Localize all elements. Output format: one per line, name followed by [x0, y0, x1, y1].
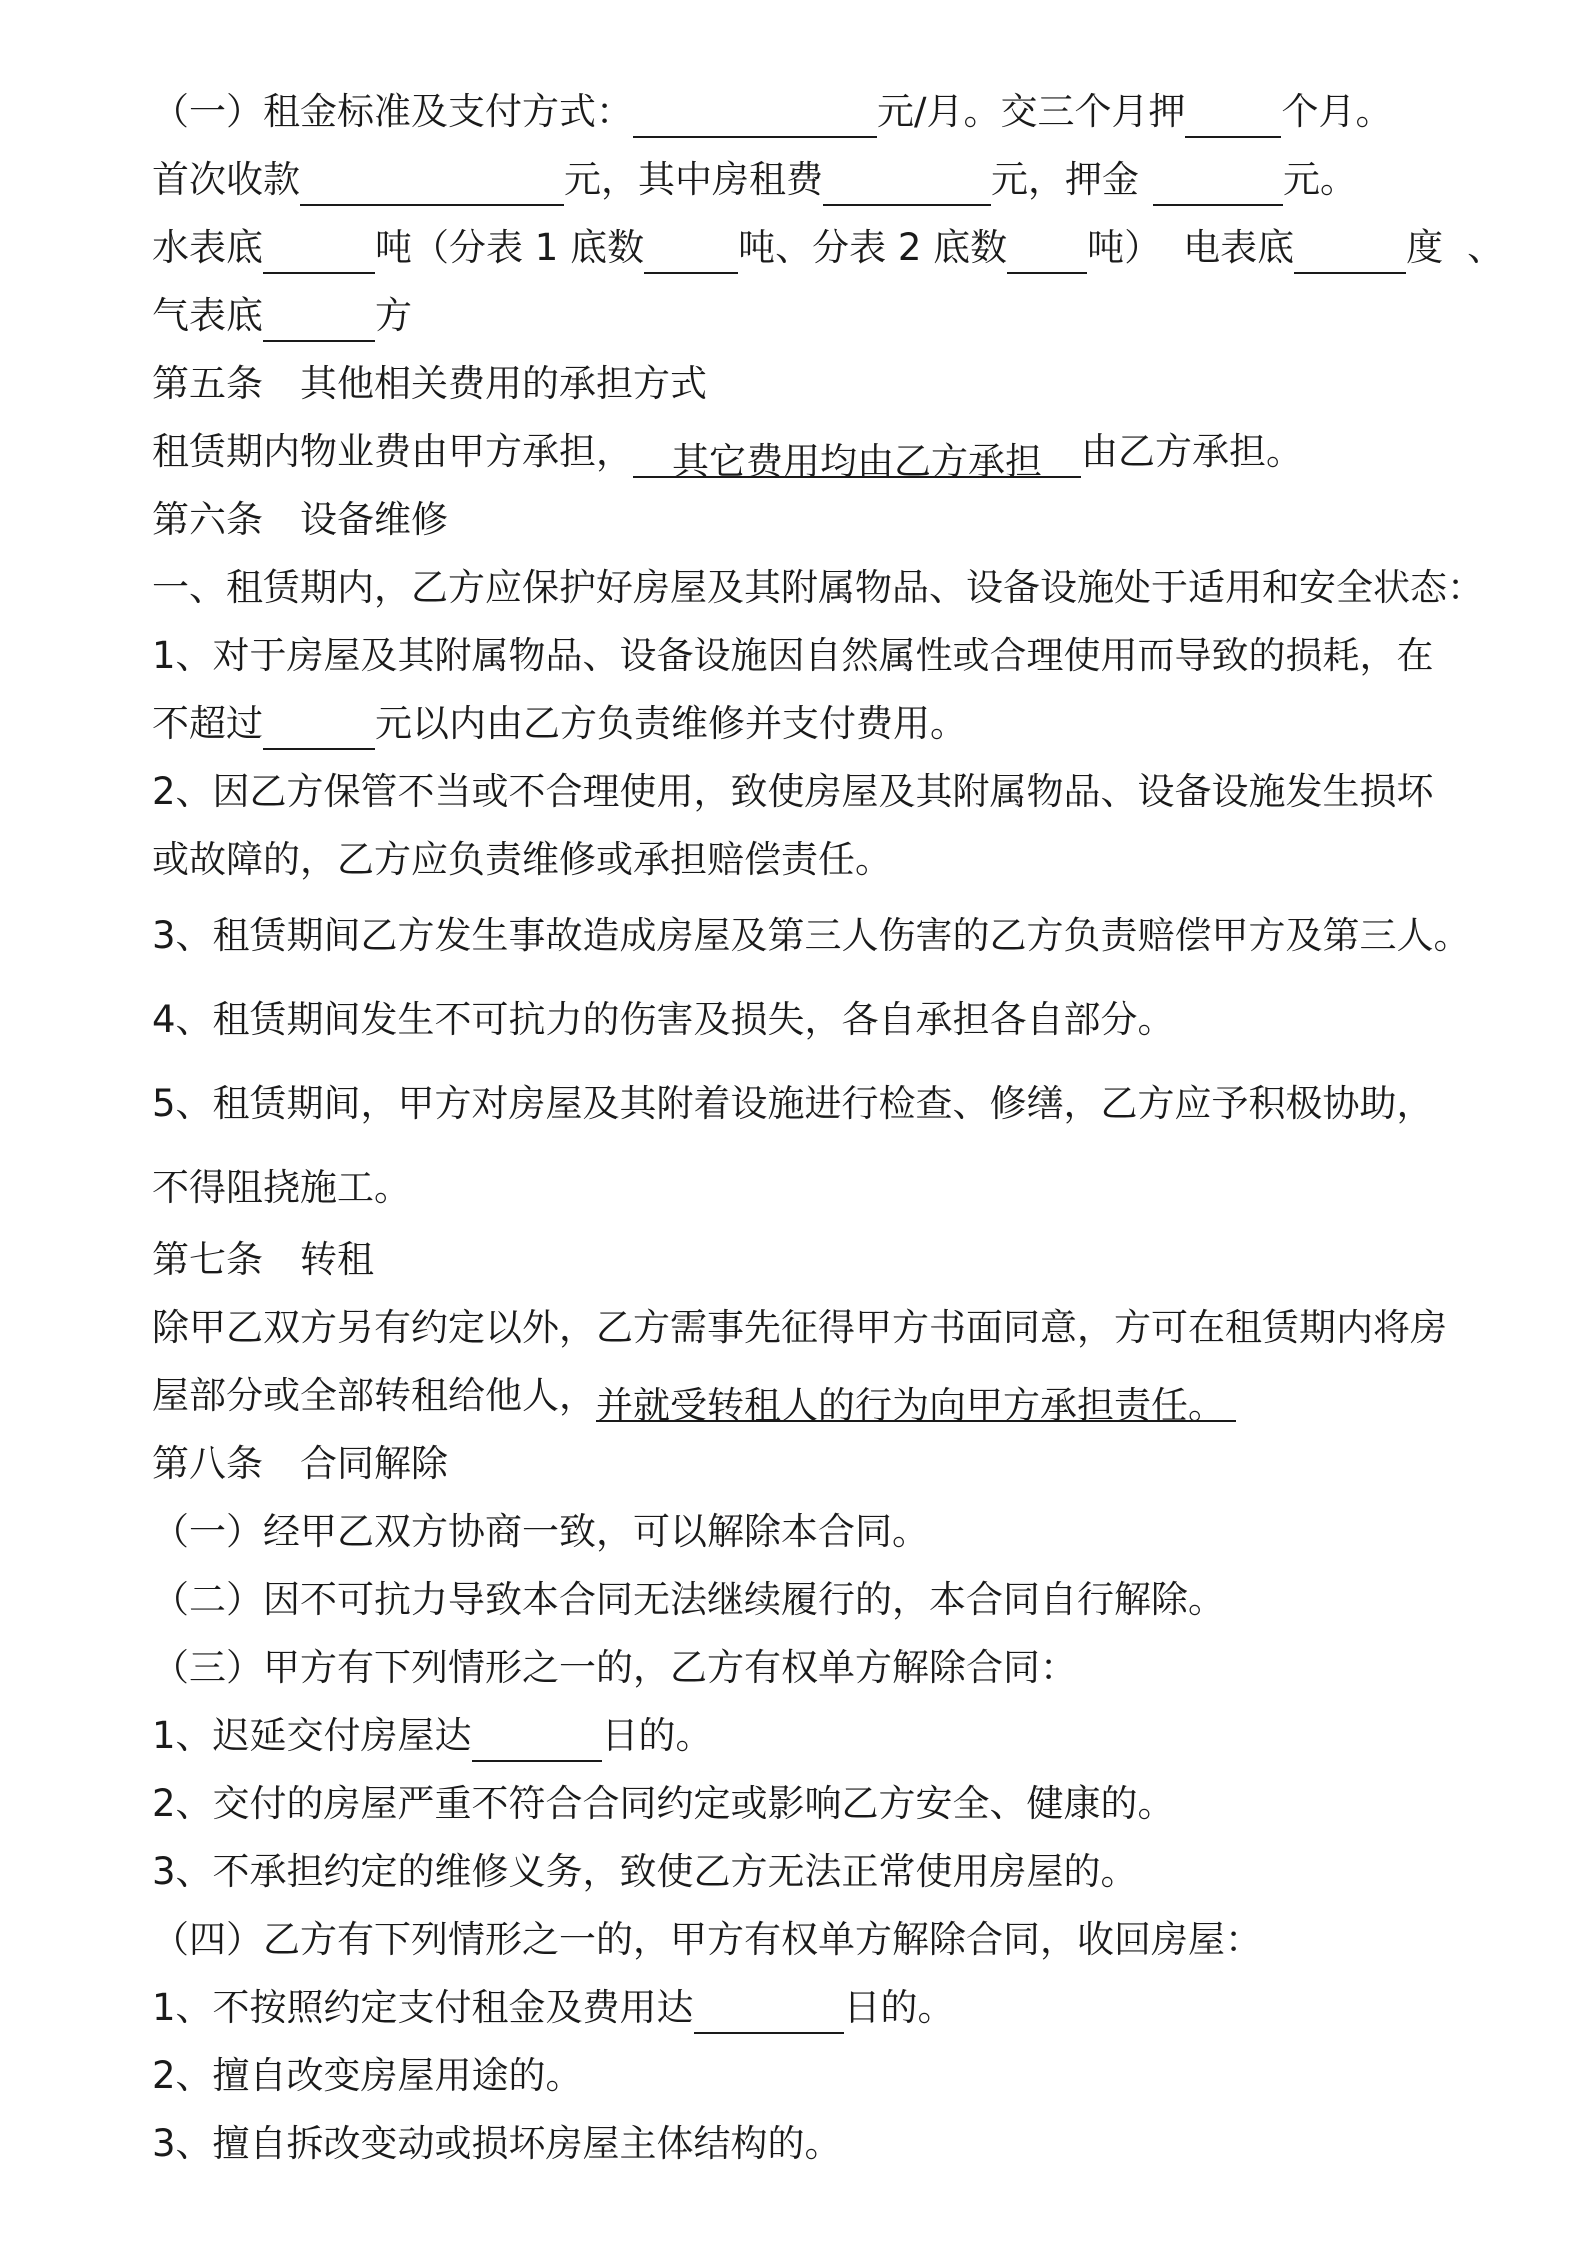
submeter1-label: 吨（分表 1 底数 — [375, 226, 645, 269]
gas-meter-blank — [263, 300, 375, 342]
electric-meter-blank — [1294, 232, 1406, 274]
deposit-months-blank — [1185, 96, 1281, 138]
deposit-label: 元，押金 — [991, 158, 1139, 201]
article-6-title: 第六条 设备维修 — [152, 498, 448, 541]
repair-limit-label: 不超过 — [152, 702, 263, 745]
rent-unit-text: 元/月。交三个月押 — [877, 90, 1186, 133]
delay-days-blank — [472, 1720, 602, 1762]
article-8-item-3-3: 3、不承担约定的维修义务，致使乙方无法正常使用房屋的。 — [152, 1850, 1138, 1893]
water-meter-blank — [263, 232, 375, 274]
submeter2-label: 吨、分表 2 底数 — [738, 226, 1008, 269]
rent-fee-label: 元，其中房租费 — [564, 158, 823, 201]
article-6-para-1: 一、租赁期内，乙方应保护好房屋及其附属物品、设备设施处于适用和安全状态： — [152, 566, 1484, 609]
repair-limit-text: 元以内由乙方负责维修并支付费用。 — [375, 702, 967, 745]
submeter2-blank — [1007, 232, 1087, 274]
late-payment-days-blank — [694, 1992, 844, 2034]
article-8-title: 第八条 合同解除 — [152, 1442, 448, 1485]
repair-limit-blank — [263, 708, 375, 750]
property-fee-text: 租赁期内物业费由甲方承担， — [152, 430, 633, 473]
meter-separator: 、 — [1467, 226, 1505, 269]
rent-label: （一）租金标准及支付方式： — [152, 90, 633, 133]
meter-line — [152, 222, 1504, 274]
rent-fee-blank — [823, 164, 991, 206]
submeter1-blank — [644, 232, 738, 274]
first-payment-end: 元。 — [1283, 158, 1357, 201]
article-6-item-5-line-1: 5、租赁期间，甲方对房屋及其附着设施进行检查、修缮，乙方应予积极协助， — [152, 1082, 1434, 1125]
article-6-item-2-line-1: 2、因乙方保管不当或不合理使用，致使房屋及其附属物品、设备设施发生损坏 — [152, 770, 1434, 813]
article-7-title: 第七条 转租 — [152, 1238, 374, 1281]
article-6-item-2-line-2: 或故障的，乙方应负责维修或承担赔偿责任。 — [152, 838, 892, 881]
gas-line — [152, 290, 412, 342]
article-6-item-3: 3、租赁期间乙方发生事故造成房屋及第三人伤害的乙方负责赔偿甲方及第三人。 — [152, 914, 1471, 957]
sublease-text: 屋部分或全部转租给他人， — [152, 1374, 596, 1417]
delay-delivery-label: 1、迟延交付房屋达 — [152, 1714, 472, 1757]
article-8-item-1: （一）经甲乙双方协商一致，可以解除本合同。 — [152, 1510, 929, 1553]
article-7-line-1: 除甲乙双方另有约定以外，乙方需事先征得甲方书面同意，方可在租赁期内将房 — [152, 1306, 1447, 1349]
article-8-item-4-2: 2、擅自改变房屋用途的。 — [152, 2054, 583, 2097]
article-8-item-4-3: 3、擅自拆改变动或损坏房屋主体结构的。 — [152, 2122, 842, 2165]
article-8-item-3-1 — [152, 1710, 713, 1762]
first-payment-label: 首次收款 — [152, 158, 300, 201]
article-6-item-5-line-2: 不得阻挠施工。 — [152, 1166, 411, 1209]
deposit-blank — [1153, 164, 1283, 206]
article-7-line-2 — [152, 1370, 1236, 1427]
gas-meter-label: 气表底 — [152, 294, 263, 337]
other-fees-end: 由乙方承担。 — [1081, 430, 1303, 473]
article-8-item-3-2: 2、交付的房屋严重不符合合同约定或影响乙方安全、健康的。 — [152, 1782, 1175, 1825]
first-payment-line — [152, 154, 1357, 206]
article-6-item-4: 4、租赁期间发生不可抗力的伤害及损失，各自承担各自部分。 — [152, 998, 1175, 1041]
article-5-title: 第五条 其他相关费用的承担方式 — [152, 362, 707, 405]
article-8-item-2: （二）因不可抗力导致本合同无法继续履行的，本合同自行解除。 — [152, 1578, 1225, 1621]
first-payment-blank — [300, 164, 564, 206]
rent-end-text: 个月。 — [1281, 90, 1393, 133]
electric-unit: 度 — [1406, 226, 1444, 269]
electric-meter-label: 电表底 — [1183, 226, 1295, 269]
article-6-item-1-line-1: 1、对于房屋及其附属物品、设备设施因自然属性或合理使用而导致的损耗，在 — [152, 634, 1434, 677]
water-meter-label: 水表底 — [152, 226, 263, 269]
article-8-item-3: （三）甲方有下列情形之一的，乙方有权单方解除合同： — [152, 1646, 1077, 1689]
submeter-close: 吨） — [1087, 226, 1162, 269]
rent-amount-blank — [633, 96, 877, 138]
late-payment-end: 日的。 — [843, 1986, 955, 2029]
gas-unit: 方 — [375, 294, 412, 337]
sublease-responsibility-fill: 并就受转租人的行为向甲方承担责任。 — [596, 1380, 1236, 1422]
article-6-item-1-line-2 — [152, 698, 967, 750]
other-fees-fill: 其它费用均由乙方承担 — [633, 436, 1081, 478]
article-5-text — [152, 426, 1303, 483]
late-payment-label: 1、不按照约定支付租金及费用达 — [152, 1986, 694, 2029]
article-8-item-4: （四）乙方有下列情形之一的，甲方有权单方解除合同，收回房屋： — [152, 1918, 1262, 1961]
article-8-item-4-1 — [152, 1982, 955, 2034]
rent-line — [152, 86, 1392, 138]
delay-delivery-end: 日的。 — [601, 1714, 713, 1757]
